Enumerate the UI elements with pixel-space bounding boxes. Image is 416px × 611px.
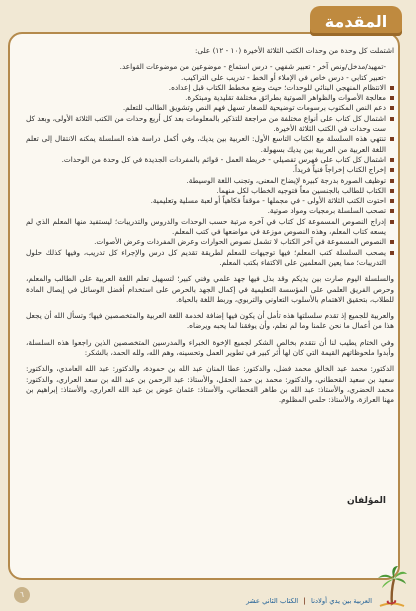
paragraph-thanks: وفي الختام يطيب لنا أن نتقدم بخالص الشكر لجميع الإخوة الخبراء والمدرسين المتخصصين الذين راجعوا هذه السلسلة، وأبدوا ملحوظاتهم القيمة التي كان لها أثر كبير في تطوير العمل وتحسينه، وهم الله، ولله الحمد، بالشكر:	[26, 337, 394, 358]
logo-letter: ب	[385, 594, 397, 607]
feature-item: الانتظام المنهجي البنائي للوحدات؛ حيث وضع مخطط الكتاب قبل إعداده.	[26, 83, 394, 93]
paragraph-hope: والعربية للجميع إذ تقدم سلسلتها هذه تأمل أن يكون فيها إضافة لخدمة اللغة العربية والمتخصصين فيها؛ وتسأل الله أن يجعل هذا من أعمال ما نحن علمنا وما لم نعلم، وأن يوفقنا لما يحبه ويرضاه.	[26, 311, 394, 331]
paragraph-series: والسلسلة اليوم صارت بين يديكم وقد بذل فيها جهد علمي وفني كبير؛ لتسهيل تعلم اللغة العربية على الطالب والمعلم، وحرص الفريق العلمي على المؤسسة التعليمية في إكمال الجهد بالحرص على استخدام أفضل الوسائل في إيصال المادة للطلاب، بتحقيق الاهتمام بالأسلوب التعاوني والتربوي، وربط اللغة بالحياة.	[26, 274, 394, 304]
feature-item: تنتهي هذه السلسلة مع الكتاب التاسع الأول: العربية بين يديك، وفي أكمل دراسة هذه السلسلة يمكنه الانتقال إلى تعلم اللغة العربية من العربية بين يديك بسهولة.	[26, 134, 394, 155]
feature-item: توظيف الصورة بدرجة كبيرة لإيضاح المعنى، وتجنب اللغة الوسيطة.	[26, 176, 394, 186]
feature-item: دعم النص المكتوب برسومات توضيحية للصغار تسهل فهم النص وتشويق الطالب للتعلم.	[26, 103, 394, 113]
footer-part: الكتاب الثاني عشر	[246, 597, 299, 605]
footer-separator: |	[303, 597, 306, 605]
feature-item: إدراج النصوص المسموعة كل كتاب في آخره مرتبة حسب الوحدات والدروس والتدريبات؛ ليستفيد منها المعلم الذي لم يسعه كتاب المعلم، وهذه النصوص موزعة في مواضعها في كتب المعلم.	[26, 217, 394, 238]
palm-logo-icon	[376, 565, 408, 609]
footer-series: العربية بين يدي أولادنا	[311, 597, 372, 605]
feature-item: اشتمال كل كتاب على فهرس تفصيلي - خريطة العمل - قوائم بالمفردات الجديدة في كل وحدة من الوحدات.	[26, 155, 394, 165]
intro-text-body	[26, 46, 394, 412]
features-list	[26, 83, 394, 268]
feature-item: الكتاب للطالب بالجنسين معاً فتوجيه الخطاب لكل منهما.	[26, 186, 394, 196]
unit-contents-line-1: -تمهيد/مدخل/ونص آخر - تعبير شفهي - درس استماع - موضوعين من موضوعات القواعد.	[119, 62, 386, 72]
feature-item: اشتمال كل كتاب على أنواع مختلفة من مراجعة للتذكير بالمعلومات بعد كل أربع وحدات من الكتب الثلاثة الأولى، وبعد كل ست وحدات في الكتب الثلاثة الأخيرة.	[26, 114, 394, 135]
feature-item: معالجة الأصوات والظواهر الصوتية بطرائق مختلفة تقليدية ومبتكرة.	[26, 93, 394, 103]
intro-line: اشتملت كل وحدة من وحدات الكتب الثلاثة الأخيرة (١٠ - ١٢) على:	[194, 46, 394, 55]
unit-contents	[26, 62, 394, 83]
page-number: ٦	[14, 587, 30, 603]
feature-item: إخراج الكتاب إخراجاً فنياً فريداً.	[26, 165, 394, 175]
feature-item: النصوص المسموعة في آخر الكتاب لا تشمل نصوص الحوارات وعرض المفردات وعرض الأصوات.	[26, 237, 394, 247]
feature-item: يصحب السلسلة كتب المعلم؛ فيها توجيهات للمعلم لطريقة تقديم كل درس والإجراء كل تدريب، وفيها كذلك حلول التدريبات؛ مما يعين المعلمين على الاكتفاء بكتب المعلم.	[26, 248, 394, 269]
unit-contents-line-2: -تعبير كتابي - درس خاص في الإملاء أو الخط - تدريب على التراكيب.	[181, 72, 386, 82]
feature-item: احتوت الكتب الثلاثة الأولى - في مجملها - موقفاً فكاهياً أو لعبة مسلية وتعليمية.	[26, 196, 394, 206]
authors-signature: المؤلفان	[346, 496, 386, 506]
page-title: المقدمة	[310, 6, 402, 36]
feature-item: تصحب السلسلة برمجيات ومواد صوتية.	[26, 206, 394, 216]
footer-book-title	[246, 597, 372, 605]
reviewers-list: الدكتور: محمد عبد الخالق محمد فضل، والدكتور: عطا المنان عبد الله بن حمودة، والدكتور: عبد الله العامدي، والدكتور: سعيد بن سعيد القحطاني، والدكتور: محمد بن حمد الحقل، والأستاذ: عبد الرحمن بن عبد الله بن سعد العراري، والدكتور: محمد الحضري، والأستاذ: عبد الله بن طاهر القحطاني، والأستاذ: عثمان عوض بن عبد الله العراري، والأستاذ: إبراهيم بن مهنا العرازة، والأستاذ: حلمي المظلوم.	[26, 364, 394, 405]
